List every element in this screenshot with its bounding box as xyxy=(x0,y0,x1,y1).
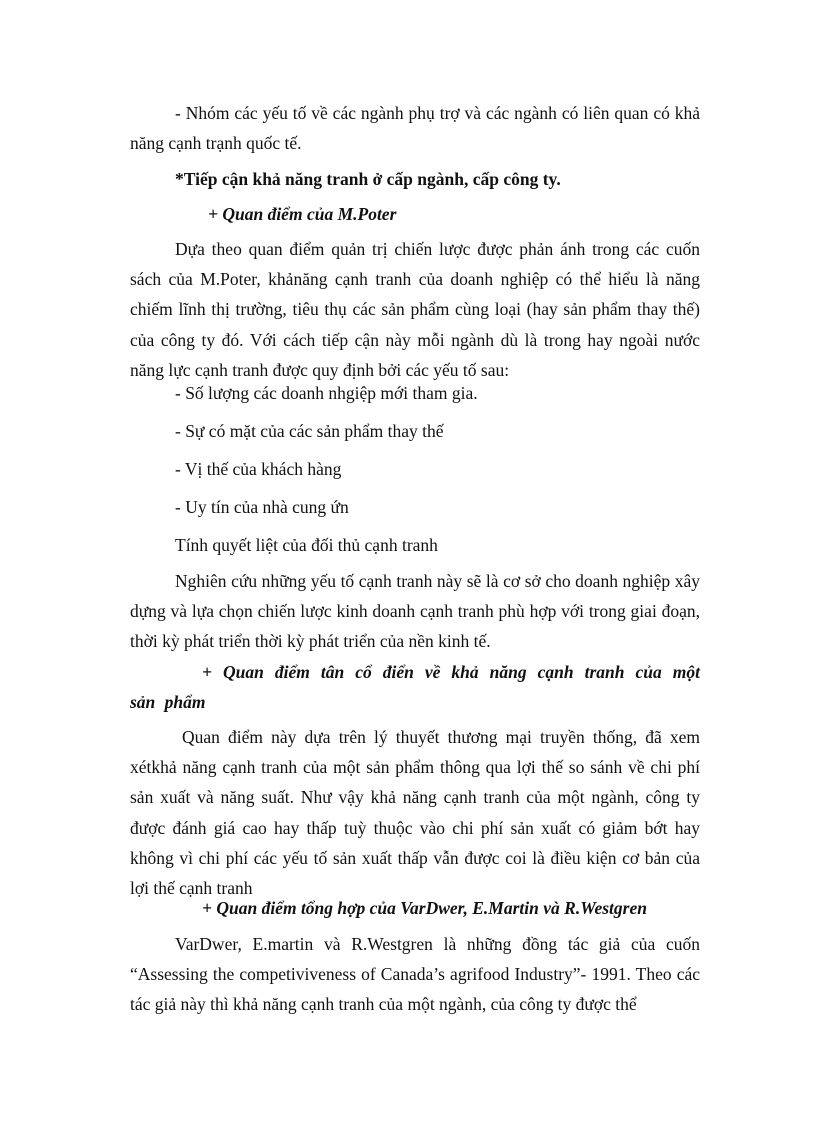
paragraph-mporter-description: Dựa theo quan điểm quản trị chiến lược được phản ánh trong các cuốn sách của M.Poter, khảnăng cạnh tranh của doanh nghiệp có thể hiểu là năng chiếm lĩnh thị trường, tiêu thụ các sản phẩm cùng loại (hay sản phẩm thay thế) của công ty đó. Với cách tiếp cận này mỗi ngành dù là trong hay ngoài nước năng lực cạnh tranh được quy định bởi các yếu tố sau: xyxy=(130,239,700,380)
subheading-mporter-view: + Quan điểm của M.Poter xyxy=(208,204,397,224)
list-item-new-entrants: - Số lượng các doanh nhgiệp mới tham gia. xyxy=(175,383,478,403)
subheading-neoclassical-view: + Quan điểm tân cổ điển về khả năng cạnh tranh của một sản phẩm xyxy=(130,662,700,713)
paragraph-neoclassical-description: Quan điểm này dựa trên lý thuyết thương mại truyền thống, đã xem xétkhả năng cạnh tranh của một sản phẩm thông qua lợi thế so sánh về chi phí sản xuất và năng suất. Như vậy khả năng cạnh tranh của một ngành, công ty được đánh giá cao hay thấp tuỳ thuộc vào chi phí sản xuất có giảm bớt hay không vì chi phí các yếu tố sản xuất thấp vẫn được coi là điều kiện cơ bản của lợi thế cạnh tranh xyxy=(130,727,700,899)
list-item-supplier-reputation: - Uy tín của nhà cung ứn xyxy=(175,497,349,517)
list-item-competitor-intensity: Tính quyết liệt của đối thủ cạnh tranh xyxy=(175,535,438,555)
paragraph-combined-description: VarDwer, E.martin và R.Westgren là những đồng tác giả của cuốn “Assessing the competiviveness of Canada’s agrifood Industry”- 1991. Theo các tác giả này thì khả năng cạnh tranh của một ngành, của công ty được thể xyxy=(130,934,700,1015)
paragraph-research-factors: Nghiên cứu những yếu tố cạnh tranh này sẽ là cơ sở cho doanh nghiệp xây dựng và lựa chọn chiến lược kinh doanh cạnh tranh phù hợp với trong giai đoạn, thời kỳ phát triển thời kỳ phát triển của nền kinh tế. xyxy=(130,571,700,652)
list-item-substitutes: - Sự có mặt của các sản phẩm thay thế xyxy=(175,421,444,441)
subheading-combined-view: + Quan điểm tổng hợp của VarDwer, E.Martin và R.Westgren xyxy=(202,898,647,918)
paragraph-related-industries: - Nhóm các yếu tố về các ngành phụ trợ và các ngành có liên quan có khả năng cạnh trạnh quốc tế. xyxy=(130,103,700,154)
heading-industry-company-level: *Tiếp cận khả năng tranh ở cấp ngành, cấp công ty. xyxy=(175,169,561,189)
list-item-customer-position: - Vị thế của khách hàng xyxy=(175,459,342,479)
